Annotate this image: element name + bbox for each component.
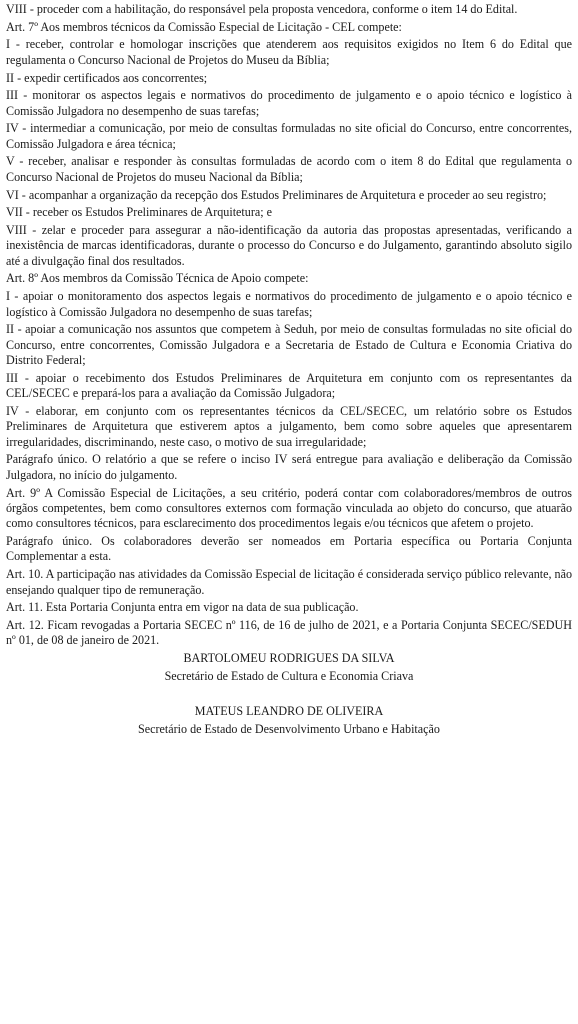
paragraph: IV - elaborar, em conjunto com os representantes técnicos da CEL/SECEC, um relatório sobre os Estudos Preliminares de Arquitetura que estiverem aptos a julgamento, bem como sobre aqueles que apresentarem irregularidades, discriminando, neste caso, o motivo de sua irregularidade; xyxy=(6,403,572,449)
spacer xyxy=(6,686,572,704)
document-body xyxy=(6,2,572,740)
paragraph: II - expedir certificados aos concorrentes; xyxy=(6,70,208,85)
paragraph: V - receber, analisar e responder às consultas formuladas de acordo com o item 8 do Edital que regulamenta o Concurso Nacional de Projetos do museu Nacional da Bíblia; xyxy=(6,154,572,184)
paragraph: VIII - proceder com a habilitação, do responsável pela proposta vencedora, conforme o item 14 do Edital. xyxy=(6,2,518,16)
paragraph: I - apoiar o monitoramento dos aspectos legais e normativos do procedimento de julgamento e o apoio técnico e logístico à Comissão Julgadora no desempenho de suas tarefas; xyxy=(6,289,572,319)
paragraph: I - receber, controlar e homologar inscrições que atenderem aos requisitos exigidos no Item 6 do Edital que regulamenta o Concurso Nacional de Projetos do Museu da Bíblia; xyxy=(6,37,572,67)
paragraph: III - apoiar o recebimento dos Estudos Preliminares de Arquitetura em conjunto com os representantes da CEL/SECEC e prepará-los para a avaliação da Comissão Julgadora; xyxy=(6,370,572,401)
paragraph: IV - intermediar a comunicação, por meio de consultas formuladas no site oficial do Concurso, entre concorrentes, Comissão Julgadora e área técnica; xyxy=(6,121,572,151)
paragraph: Parágrafo único. Os colaboradores deverão ser nomeados em Portaria específica ou Portaria Conjunta Complementar a esta. xyxy=(6,534,572,564)
paragraph: Art. 8º Aos membros da Comissão Técnica de Apoio compete: xyxy=(6,271,309,286)
paragraph: II - apoiar a comunicação nos assuntos que competem à Seduh, por meio de consultas formuladas no site oficial do Concurso, entre concorrentes, Comissão Julgadora e a Secretaria de Estado de Cultura e Economia Criativa do Distrito Federal; xyxy=(6,322,572,368)
paragraph: VI - acompanhar a organização da recepção dos Estudos Preliminares de Arquitetura e proceder ao seu registro; xyxy=(6,187,547,202)
paragraph: Art. 10. A participação nas atividades da Comissão Especial de licitação é considerada serviço público relevante, não ensejando qualquer tipo de remuneração. xyxy=(6,567,572,597)
paragraph: Art. 11. Esta Portaria Conjunta entra em vigor na data de sua publicação. xyxy=(6,600,359,615)
signatory-title: Secretário de Estado de Cultura e Economia Criava xyxy=(164,668,414,683)
paragraph: Art. 12. Ficam revogadas a Portaria SECEC nº 116, de 16 de julho de 2021, e a Portaria Conjunta SECEC/SEDUH nº 01, de 08 de janeiro de 2021. xyxy=(6,617,572,648)
paragraph: VII - receber os Estudos Preliminares de Arquitetura; e xyxy=(6,205,272,220)
paragraph: Art. 9º A Comissão Especial de Licitações, a seu critério, poderá contar com colaboradores/membros de outros órgãos competentes, bem como consultores externos com formação vinculada ao objeto do concurso, que atuarão como consultores técnicos, para esclarecimento dos procedimentos legais e/ou técnicos que afetem o projeto. xyxy=(6,485,572,531)
paragraph: Parágrafo único. O relatório a que se refere o inciso IV será entregue para avaliação e deliberação da Comissão Julgadora, no início do julgamento. xyxy=(6,452,572,482)
signature-block xyxy=(6,704,572,737)
signatory-name: BARTOLOMEU RODRIGUES DA SILVA xyxy=(183,651,395,666)
paragraph: Art. 7º Aos membros técnicos da Comissão Especial de Licitação - CEL compete: xyxy=(6,19,402,34)
signatory-title: Secretário de Estado de Desenvolvimento Urbano e Habitação xyxy=(138,722,440,737)
signatory-name: MATEUS LEANDRO DE OLIVEIRA xyxy=(194,704,384,719)
paragraph: III - monitorar os aspectos legais e normativos do procedimento de julgamento e o apoio técnico e logístico à Comissão Julgadora no desempenho de suas tarefas; xyxy=(6,88,572,118)
signature-block xyxy=(6,651,572,684)
paragraph: VIII - zelar e proceder para assegurar a não-identificação da autoria das propostas apresentadas, verificando a inexistência de marcas identificadoras, durante o processo do Concurso e do Julgamento, garantindo absoluto sigilo até a divulgação final dos resultados. xyxy=(6,222,572,268)
